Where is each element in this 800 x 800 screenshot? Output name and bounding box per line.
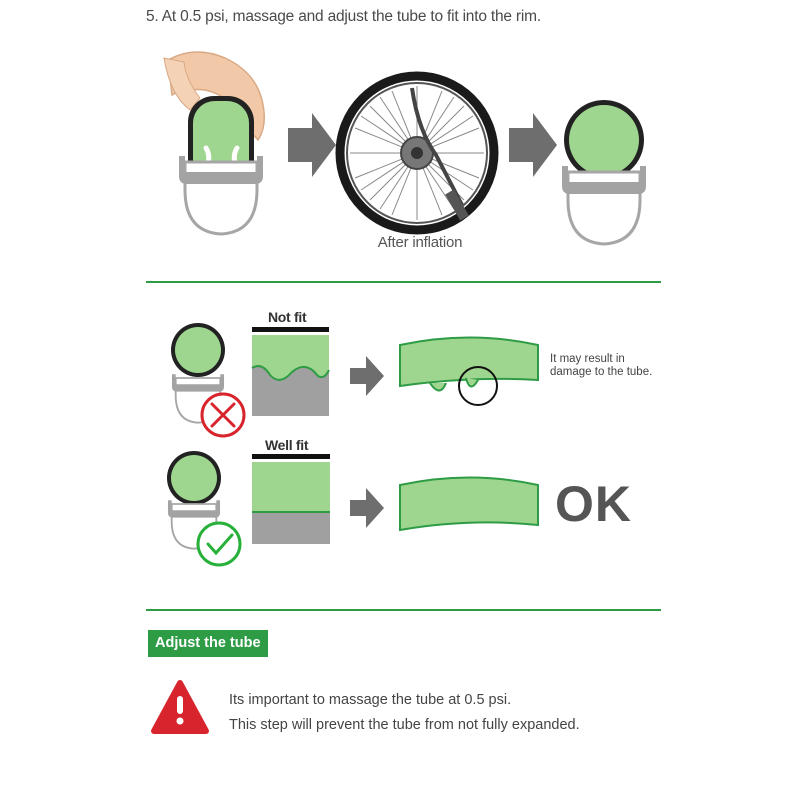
well-fit-detail [252, 454, 330, 544]
adjust-line-1: Its important to massage the tube at 0.5 psi. [229, 692, 512, 708]
warning-note-line1: It may result in [550, 353, 625, 365]
warning-note [550, 353, 652, 379]
rim-right [562, 166, 646, 244]
adjust-line-2: This step will prevent the tube from not fully expanded. [229, 717, 580, 733]
arrow-right-icon [350, 356, 384, 396]
step-title: 5. At 0.5 psi, massage and adjust the tube to fit into the rim. [146, 8, 541, 25]
warning-note-line2: damage to the tube. [550, 366, 653, 378]
not-fit-label: Not fit [268, 309, 307, 325]
arrow-right-icon [350, 488, 384, 528]
divider-top [146, 281, 661, 283]
divider-bottom [146, 609, 661, 611]
check-icon [198, 523, 240, 565]
warning-triangle-icon [154, 683, 206, 731]
wheel-illustration [340, 76, 494, 230]
well-fit-label: Well fit [265, 437, 309, 453]
arrow-right-icon [288, 113, 336, 177]
well-fit-band [400, 478, 538, 531]
not-fit-band [400, 338, 538, 406]
rim-left [179, 156, 263, 234]
arrow-right-icon [509, 113, 557, 177]
error-x-icon [202, 394, 244, 436]
not-fit-detail [252, 327, 329, 416]
adjust-tube-tag: Adjust the tube [148, 630, 268, 657]
after-inflation-caption: After inflation [377, 234, 463, 251]
inflated-tube-illustration [564, 100, 644, 180]
ok-text: OK [555, 476, 632, 532]
